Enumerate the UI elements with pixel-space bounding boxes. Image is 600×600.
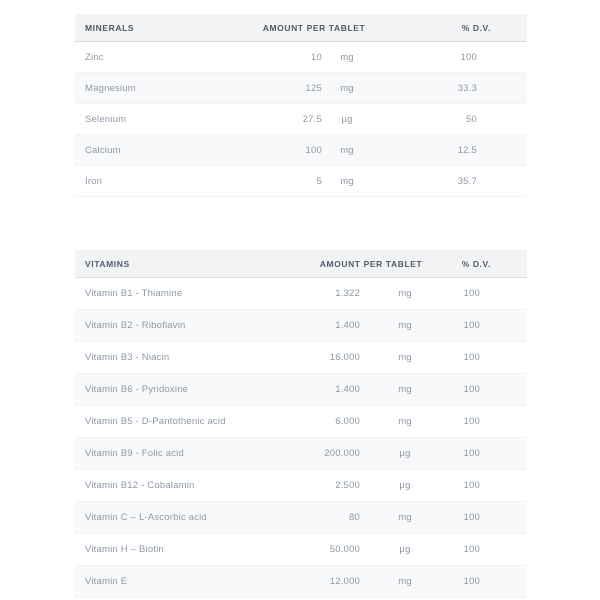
dv-value: 100: [463, 416, 480, 427]
amount-value: 200.000: [324, 448, 360, 459]
row-label: Iron: [85, 175, 103, 187]
amount-value: 12.000: [329, 576, 360, 587]
row-label: Vitamin H – Biotin: [85, 544, 164, 555]
amount-unit: mg: [398, 384, 412, 395]
vitamins-table-header: [75, 250, 527, 278]
amount-unit: mg: [340, 175, 354, 187]
table-row: [75, 502, 527, 534]
table-row: [75, 566, 527, 598]
row-label: Vitamin B1 - Thiamine: [85, 288, 183, 299]
table-row: [75, 104, 527, 135]
col-header-minerals: MINERALS: [85, 22, 135, 33]
row-label: Calcium: [85, 144, 121, 156]
vitamins-table: [75, 250, 527, 598]
amount-value: 125: [305, 82, 322, 94]
dv-value: 100: [463, 480, 480, 491]
amount-unit: mg: [340, 144, 354, 156]
row-label: Vitamin B12 - Cobalamin: [85, 480, 195, 491]
dv-value: 33.3: [457, 82, 477, 94]
table-row: [75, 135, 527, 166]
amount-unit: µg: [341, 113, 353, 125]
dv-value: 100: [463, 448, 480, 459]
amount-unit: mg: [340, 82, 354, 94]
dv-value: 100: [463, 544, 480, 555]
amount-value: 100: [305, 144, 322, 156]
table-row: [75, 278, 527, 310]
amount-unit: µg: [399, 480, 411, 491]
table-row: [75, 42, 527, 73]
amount-value: 1.400: [335, 320, 360, 331]
dv-value: 100: [463, 576, 480, 587]
dv-value: 35.7: [457, 175, 477, 187]
table-row: [75, 374, 527, 406]
table-row: [75, 438, 527, 470]
table-row: [75, 73, 527, 104]
row-label: Vitamin C – L-Ascorbic acid: [85, 512, 207, 523]
amount-value: 80: [349, 512, 360, 523]
dv-value: 100: [463, 288, 480, 299]
amount-unit: mg: [398, 576, 412, 587]
dv-value: 12.5: [457, 144, 477, 156]
amount-value: 50.000: [329, 544, 360, 555]
table-row: [75, 342, 527, 374]
dv-value: 100: [463, 512, 480, 523]
minerals-table-header: [75, 14, 527, 42]
table-row: [75, 406, 527, 438]
dv-value: 100: [463, 352, 480, 363]
amount-unit: mg: [340, 51, 354, 63]
row-label: Vitamin B6 - Pyridoxine: [85, 384, 189, 395]
col-header-dv: % D.V.: [461, 22, 491, 33]
row-label: Magnesium: [85, 82, 136, 94]
amount-value: 16.000: [329, 352, 360, 363]
amount-value: 10: [311, 51, 322, 63]
amount-unit: mg: [398, 352, 412, 363]
amount-unit: mg: [398, 288, 412, 299]
dv-value: 100: [463, 384, 480, 395]
amount-value: 2.500: [335, 480, 360, 491]
amount-value: 27.5: [302, 113, 322, 125]
row-label: Vitamin B3 - Niacin: [85, 352, 170, 363]
col-header-amount-per-tablet: AMOUNT PER TABLET: [319, 258, 423, 269]
row-label: Vitamin B9 - Folic acid: [85, 448, 184, 459]
table-row: [75, 310, 527, 342]
amount-value: 1.400: [335, 384, 360, 395]
col-header-vitamins: VITAMINS: [85, 258, 130, 269]
dv-value: 50: [466, 113, 477, 125]
dv-value: 100: [460, 51, 477, 63]
row-label: Zinc: [85, 51, 104, 63]
row-label: Vitamin B5 - D-Pantothenic acid: [85, 416, 226, 427]
amount-value: 6.000: [335, 416, 360, 427]
minerals-table: [75, 14, 527, 197]
col-header-amount-per-tablet: AMOUNT PER TABLET: [262, 22, 366, 33]
table-row: [75, 534, 527, 566]
col-header-dv: % D.V.: [461, 258, 491, 269]
table-row: [75, 470, 527, 502]
amount-unit: mg: [398, 320, 412, 331]
amount-unit: µg: [399, 448, 411, 459]
row-label: Vitamin B2 - Riboflavin: [85, 320, 186, 331]
amount-unit: mg: [398, 512, 412, 523]
amount-unit: mg: [398, 416, 412, 427]
row-label: Vitamin E: [85, 576, 128, 587]
dv-value: 100: [463, 320, 480, 331]
table-row: [75, 166, 527, 197]
vitamins-table-body: [75, 278, 527, 598]
amount-unit: µg: [399, 544, 411, 555]
row-label: Selenium: [85, 113, 127, 125]
minerals-table-body: [75, 42, 527, 197]
amount-value: 1.322: [335, 288, 360, 299]
amount-value: 5: [316, 175, 322, 187]
